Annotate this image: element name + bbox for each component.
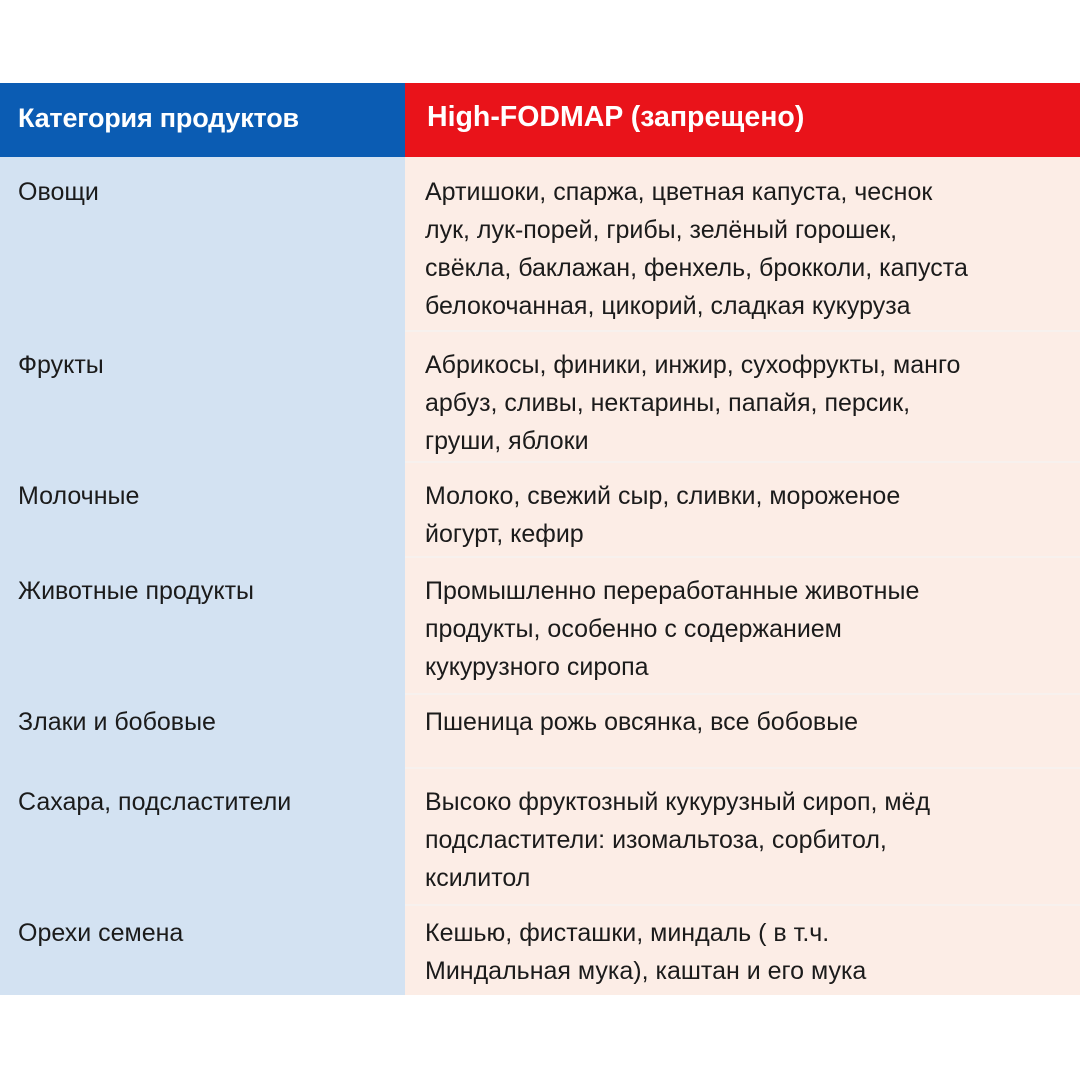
row-divider	[405, 330, 1080, 332]
products-fruits-line-1: Абрикосы, финики, инжир, сухофрукты, манго	[425, 351, 961, 379]
products-fruits-line-2: арбуз, сливы, нектарины, папайя, персик,	[425, 389, 911, 417]
row-divider	[405, 904, 1080, 906]
category-dairy: Молочные	[18, 482, 140, 510]
products-dairy-line-2: йогурт, кефир	[425, 520, 584, 548]
products-sugars-line-1: Высоко фруктозный кукурузный сироп, мёд	[425, 788, 931, 816]
row-divider	[405, 461, 1080, 463]
category-animal-products: Животные продукты	[18, 577, 254, 605]
products-dairy-line-1: Молоко, свежий сыр, сливки, мороженое	[425, 482, 901, 510]
products-vegetables-line-3: свёкла, баклажан, фенхель, брокколи, капуста	[425, 254, 968, 282]
category-sugars: Сахара, подсластители	[18, 788, 292, 816]
products-animal-line-1: Промышленно переработанные животные	[425, 577, 920, 605]
products-sugars-line-3: ксилитол	[425, 864, 531, 892]
products-fruits-line-3: груши, яблоки	[425, 427, 589, 455]
category-fruits: Фрукты	[18, 351, 104, 379]
products-animal-line-2: продукты, особенно с содержанием	[425, 615, 842, 643]
products-grains-line-1: Пшеница рожь овсянка, все бобовые	[425, 708, 859, 736]
products-vegetables-line-4: белокочанная, цикорий, сладкая кукуруза	[425, 292, 911, 320]
products-vegetables-line-2: лук, лук-порей, грибы, зелёный горошек,	[425, 216, 898, 244]
row-divider	[405, 693, 1080, 695]
products-animal-line-3: кукурузного сиропа	[425, 653, 649, 681]
fodmap-table	[0, 83, 1080, 995]
products-nuts-line-2: Миндальная мука), каштан и его мука	[425, 957, 867, 985]
category-vegetables: Овощи	[18, 178, 99, 206]
category-nuts-seeds: Орехи семена	[18, 919, 184, 947]
header-high-fodmap: High-FODMAP (запрещено)	[405, 83, 1080, 157]
row-divider	[405, 556, 1080, 558]
header-category: Категория продуктов	[0, 83, 405, 157]
products-nuts-line-1: Кешью, фисташки, миндаль ( в т.ч.	[425, 919, 830, 947]
category-grains-legumes: Злаки и бобовые	[18, 708, 216, 736]
products-vegetables-line-1: Артишоки, спаржа, цветная капуста, чеснок	[425, 178, 933, 206]
category-column	[0, 157, 405, 995]
products-sugars-line-2: подсластители: изомальтоза, сорбитол,	[425, 826, 887, 854]
row-divider	[405, 767, 1080, 769]
